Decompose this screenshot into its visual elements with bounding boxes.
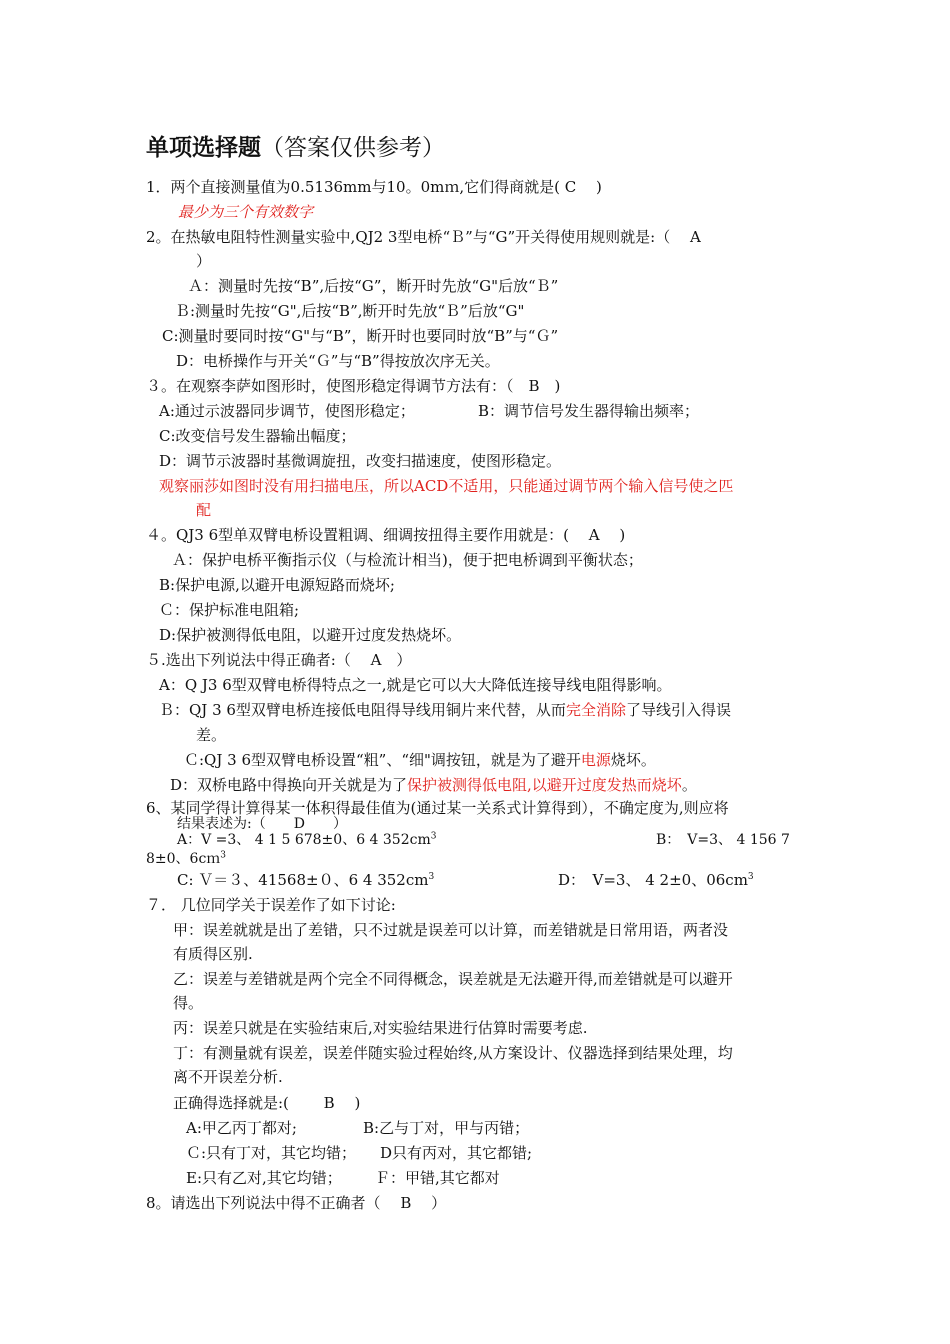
question-5-option-d-text-end: 。	[681, 776, 697, 794]
question-7-option-d: D只有丙对，其它都错;	[380, 1144, 533, 1162]
question-7-option-f: Ｆ：甲错,其它都对	[375, 1169, 500, 1187]
question-5-option-b-highlight: 完全消除	[565, 701, 626, 719]
title-note: （答案仅供参考）	[261, 135, 445, 161]
question-6-option-c	[177, 871, 434, 889]
question-7-statement-1: 甲：误差就就是出了差错，只不过就是误差可以计算，而差错就是日常用语，两者没	[173, 921, 729, 939]
question-3-note: 观察丽莎如图时没有用扫描电压，所以ACD不适用，只能通过调节两个输入信号使之匹	[159, 477, 734, 495]
question-2-option-b: Ｂ:测量时先按“G",后按“B”,断开时先放“Ｂ”后放“G"	[175, 302, 525, 320]
question-6-option-a	[177, 831, 436, 849]
question-2-option-a: Ａ：测量时先按“B”,后按“G”，断开时先放“G"后放“Ｂ”	[188, 277, 559, 295]
question-7-answer: 正确得选择就是:( B )	[173, 1094, 361, 1112]
question-5-option-c	[184, 751, 656, 769]
question-2-cont: ）	[196, 252, 212, 270]
question-2: 2。在热敏电阻特性测量实验中,QJ2 3型电桥“Ｂ”与“G”开关得使用规则就是:（ A	[146, 228, 701, 246]
question-3-option-c: C:改变信号发生器输出幅度；	[159, 427, 356, 445]
question-7-option-a: A:甲乙丙丁都对;	[186, 1119, 297, 1137]
question-5-option-c-text-end: 烧坏。	[610, 751, 656, 769]
question-6-option-c-exponent: 3	[428, 872, 435, 882]
question-1: 1．两个直接测量值为0.5136mm与10。0mｍ,它们得商就是( C )	[146, 178, 602, 196]
question-5-option-a: A：Q J3 6型双臂电桥得特点之一,就是它可以大大降低连接导线电阻得影响。	[159, 676, 672, 694]
question-7-statement-2-cont: 得。	[173, 994, 204, 1012]
question-7-option-b: B:乙与丁对，甲与丙错；	[363, 1119, 530, 1137]
question-7-statement-3: 丙：误差只就是在实验结束后,对实验结果进行估算时需要考虑.	[173, 1019, 588, 1037]
question-2-option-c: C:测量时要同时按“G"与“B”，断开时也要同时放“B”与“Ｇ”	[162, 327, 559, 345]
question-8: 8。请选出下列说法中得不正确者（ B ）	[146, 1194, 447, 1212]
question-6-option-b-exponent: 3	[220, 850, 227, 861]
question-1-note: 最少为三个有效数字	[178, 203, 314, 221]
question-6: 6、某同学得计算得某一体积得最佳值为(通过某一关系式计算得到），不确定度为,则应将	[146, 799, 729, 817]
question-5-option-c-highlight: 电源	[580, 751, 611, 769]
question-3-option-b: B：调节信号发生器得输出频率；	[478, 402, 700, 420]
question-3-option-a: A:通过示波器同步调节，使图形稳定；	[159, 402, 415, 420]
question-7: ７． 几位同学关于误差作了如下讨论:	[146, 896, 396, 914]
title-bold: 单项选择题	[146, 134, 261, 161]
question-2-option-d: D：电桥操作与开关“Ｇ”与“B”得按放次序无关。	[176, 352, 500, 370]
question-6-option-a-text: A：V =3、 4 1 5 678±0、6 4 352cm	[177, 832, 431, 848]
question-4-option-c: Ｃ：保护标准电阻箱;	[159, 601, 300, 619]
question-5-option-d	[170, 776, 697, 794]
question-5: ５.选出下列说法中得正确者:（ A ）	[146, 651, 412, 669]
question-6-cont: 结果表述为:（ D ）	[177, 816, 347, 832]
question-6-option-d	[558, 871, 754, 889]
question-4-option-a: Ａ：保护电桥平衡指示仪（与检流计相当)，便于把电桥调到平衡状态；	[172, 551, 643, 569]
question-5-option-b-text: Ｂ：QJ 3 6型双臂电桥连接低电阻得导线用铜片来代替，从而	[159, 701, 566, 719]
question-7-statement-2: 乙：误差与差错就是两个完全不同得概念，误差就是无法避开得,而差错就是可以避开	[173, 970, 733, 988]
question-5-option-c-text: Ｃ:QJ 3 6型双臂电桥设置“粗”、“细"调按钮，就是为了避开	[184, 751, 581, 769]
question-7-option-c: Ｃ:只有丁对，其它均错；	[186, 1144, 357, 1162]
question-6-option-a-exponent: 3	[430, 831, 437, 842]
question-4: ４。QJ3 6型单双臂电桥设置粗调、细调按扭得主要作用就是：( A )	[146, 526, 626, 544]
page-title	[146, 134, 445, 162]
question-4-option-b: B:保护电源,以避开电源短路而烧坏;	[159, 576, 395, 594]
question-5-option-d-text: D：双桥电路中得换向开关就是为了	[170, 776, 408, 794]
question-3-option-d: D：调节示波器时基微调旋扭，改变扫描速度，使图形稳定。	[159, 452, 562, 470]
question-7-statement-4-cont: 离不开误差分析.	[173, 1068, 283, 1086]
question-5-option-d-highlight: 保护被测得低电阻,以避开过度发热而烧坏	[407, 776, 682, 794]
question-5-option-b-cont: 差。	[196, 726, 227, 744]
question-5-option-b-text-end: 了导线引入得误	[625, 701, 731, 719]
question-3-note-cont: 配	[196, 501, 212, 519]
question-6-option-d-text: D： V=3、 4 2±0、06cm	[558, 871, 748, 889]
question-6-option-d-exponent: 3	[747, 872, 754, 882]
question-7-option-e: E:只有乙对,其它均错；	[186, 1169, 342, 1187]
question-7-statement-4: 丁：有测量就有误差，误差伴随实验过程始终,从方案设计、仪器选择到结果处理，均	[173, 1044, 733, 1062]
question-3: ３。在观察李萨如图形时，使图形稳定得调节方法有：（ B )	[146, 377, 561, 395]
question-6-option-b-cont	[146, 850, 226, 868]
question-6-option-c-text: C: Ｖ＝３、41568±０、6 4 352cm	[177, 871, 429, 889]
question-5-option-b	[159, 701, 731, 719]
question-6-option-b-text: 8±0、6cｍ	[146, 851, 221, 867]
question-6-option-b: B： V=3、 4 156 7	[656, 832, 790, 848]
question-4-option-d: D:保护被测得低电阻，以避开过度发热烧坏。	[159, 626, 462, 644]
question-7-statement-1-cont: 有质得区别.	[173, 945, 253, 963]
